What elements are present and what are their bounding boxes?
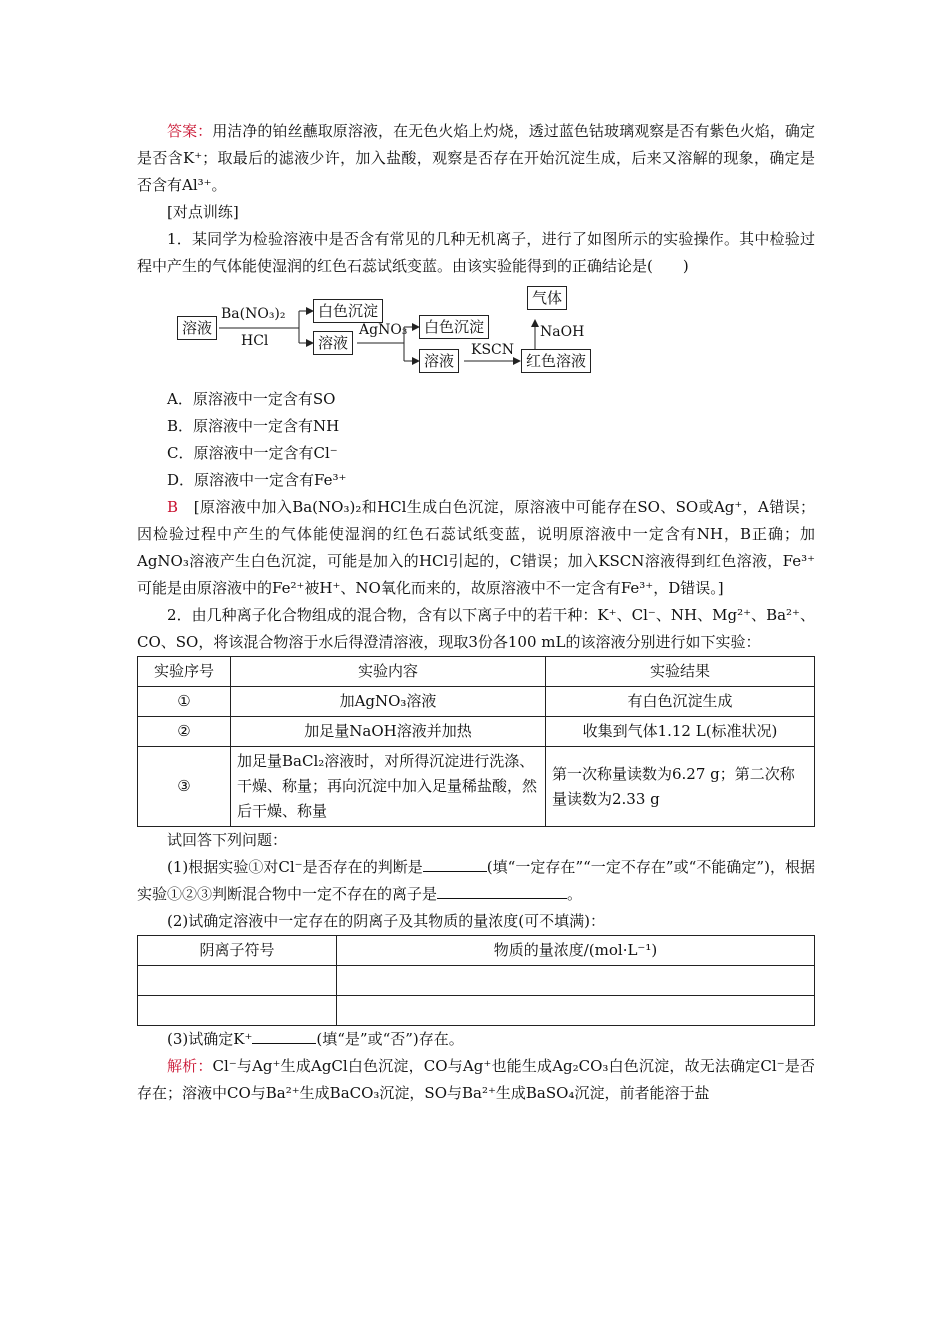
answer-blank-2[interactable] bbox=[437, 882, 567, 899]
sub-question-3-part-b: (填“是”或“否”)存在。 bbox=[316, 1030, 464, 1048]
sub-question-1-part-c: 。 bbox=[567, 885, 583, 903]
option-d: D．原溶液中一定含有Fe³⁺ bbox=[167, 471, 347, 489]
question-2-stem: 2．由几种离子化合物组成的混合物，含有以下离子中的若干种：K⁺、Cl⁻、NH、Mg²⁺、Ba²⁺、CO、SO，将该混合物溶于水后得澄清溶液，现取3份各100 mL的该溶液分别进行如下实验： bbox=[137, 606, 815, 651]
table-cell: 有白色沉淀生成 bbox=[546, 687, 815, 717]
table-row bbox=[138, 717, 815, 747]
analysis-label: 解析： bbox=[167, 1057, 213, 1075]
reagent3-label: KSCN bbox=[471, 342, 515, 358]
table-header-cell: 实验内容 bbox=[231, 657, 546, 687]
table-cell: ① bbox=[138, 687, 231, 717]
option-c: C．原溶液中一定含有Cl⁻ bbox=[167, 444, 338, 462]
table-cell: 加AgNO₃溶液 bbox=[231, 687, 546, 717]
table-row bbox=[138, 996, 815, 1026]
white-precipitate-2: 白色沉淀 bbox=[419, 315, 489, 339]
answer-label: 答案： bbox=[167, 122, 213, 140]
table-row bbox=[138, 747, 815, 827]
blank-table-cell[interactable] bbox=[337, 966, 815, 996]
sub-question-1-part-b: (填“一定存在”“一定不存在”或“不能确定”)，根据实验①②③判断混合物中一定不存在的离子是 bbox=[137, 858, 815, 903]
answer-blank-3[interactable] bbox=[252, 1027, 316, 1044]
table-cell: ② bbox=[138, 717, 231, 747]
reagent1-label-top: Ba(NO₃)₂ bbox=[221, 306, 286, 322]
blank-table-cell[interactable] bbox=[337, 996, 815, 1026]
sub-question-1-part-a: (1)根据实验①对Cl⁻是否存在的判断是 bbox=[167, 858, 423, 876]
anion-concentration-table bbox=[137, 935, 815, 1026]
sub-question-1 bbox=[137, 854, 815, 908]
second-filtrate-solution: 溶液 bbox=[419, 349, 459, 373]
experiment-table bbox=[137, 656, 815, 827]
explanation-text: [原溶液中加入Ba(NO₃)₂和HCl生成白色沉淀，原溶液中可能存在SO、SO或Ag⁺，A错误；因检验过程中产生的气体能使湿润的红色石蕊试纸变蓝，说明原溶液中一定含有NH，B正确；加AgNO₃溶液产生白色沉淀，可能是加入的HCl引起的，C错误；加入KSCN溶液得到红色溶液，Fe³⁺可能是由原溶液中的Fe²⁺被H⁺、NO氧化而来的，故原溶液中不一定含有Fe³⁺，D错误。] bbox=[137, 498, 815, 597]
table-header-cell: 阴离子符号 bbox=[138, 936, 337, 966]
analysis-paragraph bbox=[137, 1053, 815, 1107]
table-header-cell: 实验序号 bbox=[138, 657, 231, 687]
red-solution: 红色溶液 bbox=[521, 349, 591, 373]
table-row bbox=[138, 687, 815, 717]
blank-table-cell[interactable] bbox=[138, 966, 337, 996]
question-1-stem: 1．某同学为检验溶液中是否含有常见的几种无机离子，进行了如图所示的实验操作。其中检验过程中产生的气体能使湿润的红色石蕊试纸变蓝。由该实验能得到的正确结论是( ) bbox=[137, 230, 815, 275]
sub-question-3 bbox=[137, 1026, 815, 1053]
gas-product: 气体 bbox=[527, 286, 567, 310]
reagent1-label-bottom: HCl bbox=[241, 333, 269, 349]
experiment-flow-diagram bbox=[137, 286, 815, 382]
table-cell: 第一次称量读数为6.27 g；第二次称量读数为2.33 g bbox=[546, 747, 815, 827]
answer-text: 用洁净的铂丝蘸取原溶液，在无色火焰上灼烧，透过蓝色钴玻璃观察是否有紫色火焰，确定是否含K⁺；取最后的滤液少许，加入盐酸，观察是否存在开始沉淀生成，后来又溶解的现象，确定是否含有Al³⁺。 bbox=[137, 122, 815, 194]
questions-prompt: 试回答下列问题： bbox=[167, 831, 288, 849]
answer-blank-1[interactable] bbox=[423, 855, 487, 872]
answer-letter: B bbox=[167, 498, 179, 516]
table-cell: ③ bbox=[138, 747, 231, 827]
sub-question-3-part-a: (3)试确定K⁺ bbox=[167, 1030, 253, 1048]
reagent2-label: AgNO₃ bbox=[359, 322, 408, 338]
table-header-row bbox=[138, 657, 815, 687]
blank-table-cell[interactable] bbox=[138, 996, 337, 1026]
table-cell: 加足量NaOH溶液并加热 bbox=[231, 717, 546, 747]
diagram-start-solution: 溶液 bbox=[177, 316, 217, 340]
document-page bbox=[137, 118, 815, 1107]
sub-question-2: (2)试确定溶液中一定存在的阴离子及其物质的量浓度(可不填满)： bbox=[167, 912, 605, 930]
white-precipitate-1: 白色沉淀 bbox=[313, 299, 383, 323]
question-1-explanation bbox=[137, 494, 815, 602]
table-cell: 加足量BaCl₂溶液时，对所得沉淀进行洗涤、干燥、称量；再向沉淀中加入足量稀盐酸，然后干燥、称量 bbox=[231, 747, 546, 827]
table-header-row bbox=[138, 936, 815, 966]
analysis-text: Cl⁻与Ag⁺生成AgCl白色沉淀，CO与Ag⁺也能生成Ag₂CO₃白色沉淀，故无法确定Cl⁻是否存在；溶液中CO与Ba²⁺生成BaCO₃沉淀，SO与Ba²⁺生成BaSO₄沉淀，前者能溶于盐 bbox=[137, 1057, 815, 1102]
table-header-cell: 物质的量浓度/(mol·L⁻¹) bbox=[337, 936, 815, 966]
filtrate-solution: 溶液 bbox=[313, 331, 353, 355]
reagent4-label: NaOH bbox=[540, 324, 585, 340]
option-b: B．原溶液中一定含有NH bbox=[167, 417, 340, 435]
answer-paragraph bbox=[137, 118, 815, 199]
section-title: [对点训练] bbox=[167, 203, 239, 221]
table-row bbox=[138, 966, 815, 996]
table-cell: 收集到气体1.12 L(标准状况) bbox=[546, 717, 815, 747]
option-a: A．原溶液中一定含有SO bbox=[167, 390, 336, 408]
table-header-cell: 实验结果 bbox=[546, 657, 815, 687]
